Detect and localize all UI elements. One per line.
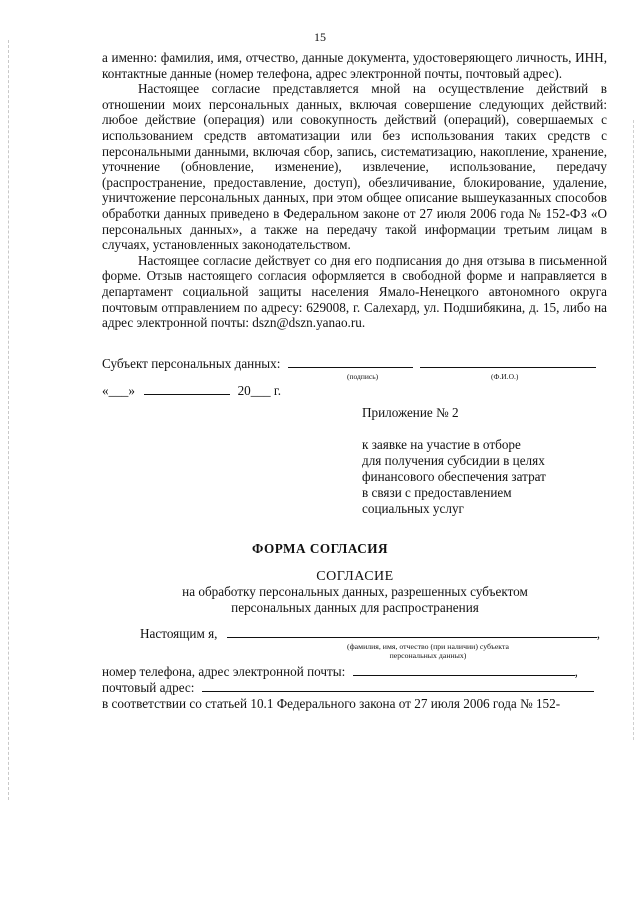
name-field-row — [140, 626, 600, 642]
paragraph-3-line: автономного округа почтовым отправлением по адресу: 629008, г. Салехард, — [102, 283, 608, 315]
contacts-field-line[interactable] — [353, 665, 575, 676]
paragraph-2-line: данных, при этом общее описание вышеуказанных способов обработки данных — [102, 190, 607, 221]
date-month-line[interactable] — [144, 384, 230, 395]
paragraph-2-line: персональных данных», а также на передачу такой информации третьим лицам в — [102, 221, 607, 237]
paragraph-3 — [102, 253, 607, 331]
postal-field-label: почтовый адрес: — [102, 680, 195, 695]
appendix-line: социальных услуг — [362, 501, 464, 516]
paragraph-2-line: систематизацию, накопление, хранение, уточнение (обновление, изменение), — [102, 143, 608, 175]
appendix-line: финансового обеспечения затрат — [362, 469, 546, 484]
contacts-field-comma: , — [574, 664, 578, 679]
body-text — [102, 50, 607, 331]
scan-edge-left — [8, 40, 9, 800]
signature-caption: (подпись) — [347, 372, 379, 381]
paragraph-2-line: таких средств с персональными данными, включая сбор, запись, — [102, 127, 607, 159]
paragraph-3-line: письменной форме. Отзыв настоящего согласия оформляется в свободной форме — [102, 252, 608, 284]
consent-subheading — [0, 584, 640, 615]
paragraph-2-line: действий: любое действие (операция) или совокупность действий (операций), — [102, 96, 608, 128]
contacts-field-row — [102, 664, 578, 680]
appendix-description — [362, 437, 612, 517]
appendix-line: для получения субсидии в целях — [362, 453, 545, 468]
postal-field-line[interactable] — [202, 681, 594, 692]
paragraph-1-line: личность, ИНН, контактные данные (номер телефона, адрес электронной почты, — [102, 50, 608, 81]
paragraph-1-line: а именно: фамилия, имя, отчество, данные документа, удостоверяющего — [102, 50, 513, 65]
name-field-caption-line: (фамилия, имя, отчество (при наличии) субъекта — [347, 642, 509, 651]
form-title: ФОРМА СОГЛАСИЯ — [252, 541, 388, 556]
signature-line[interactable] — [288, 357, 413, 368]
paragraph-2-line: отношении моих персональных данных, включая совершение следующих — [102, 96, 545, 112]
date-day[interactable]: «___» — [102, 383, 135, 398]
name-field-label: Настоящим я, — [140, 626, 218, 641]
paragraph-2-line: приведено в Федеральном законе от 27 июля 2006 года № 152-ФЗ «О — [210, 205, 608, 221]
paragraph-1-line: почтовый адрес). — [465, 65, 563, 81]
date-year[interactable]: 20___ г. — [237, 383, 282, 398]
contacts-field-label: номер телефона, адрес электронной почты: — [102, 664, 346, 679]
full-name-caption: (Ф.И.О.) — [491, 372, 519, 381]
date-row — [102, 383, 281, 399]
consent-subheading-line: персональных данных для распространения — [231, 599, 479, 615]
scan-edge-right — [633, 120, 634, 740]
paragraph-3-line: ул. Подшибякина, д. 15, либо на адрес электронной почты: dszn@dszn.yanao.ru. — [102, 299, 608, 331]
law-reference-line: в соответствии со статьей 10.1 Федерального закона от 27 июля 2006 года № 152- — [102, 696, 561, 711]
consent-heading: СОГЛАСИЕ — [316, 569, 394, 584]
appendix-line: к заявке на участие в отборе — [362, 437, 521, 452]
paragraph-2-line: случаях, установленных законодательством. — [102, 237, 351, 253]
appendix-line: в связи с предоставлением — [362, 485, 512, 500]
consent-subheading-line: на обработку персональных данных, разрешенных субъектом — [182, 584, 528, 599]
appendix-title: Приложение № 2 — [362, 405, 459, 420]
name-field-line[interactable] — [227, 627, 597, 638]
full-name-line[interactable] — [420, 357, 596, 368]
postal-field-row — [102, 680, 594, 696]
paragraph-1 — [102, 50, 607, 81]
signature-row — [102, 356, 607, 372]
name-field-caption — [308, 642, 548, 660]
signature-label: Субъект персональных данных: — [102, 356, 281, 371]
paragraph-2-line: извлечение, использование, передачу (распространение, предоставление, — [102, 159, 607, 190]
paragraph-2-line: доступ), обезличивание, блокирование, удаление, уничтожение персональных — [102, 174, 608, 206]
page-number: 15 — [314, 30, 326, 44]
name-field-caption-line: персональных данных) — [389, 651, 467, 660]
paragraph-3-line: Настоящее согласие действует со дня его подписания до дня отзыва в — [138, 252, 536, 268]
paragraph-2 — [102, 81, 607, 253]
paragraph-2-line: Настоящее согласие представляется мной на осуществление действий в — [138, 81, 607, 97]
name-field-comma: , — [596, 626, 601, 641]
paragraph-2-line: совершаемых с использованием средств автоматизации или без использования — [102, 112, 607, 143]
paragraph-3-line: и направляется в департамент социальной защиты населения Ямало-Ненецкого — [102, 268, 608, 299]
